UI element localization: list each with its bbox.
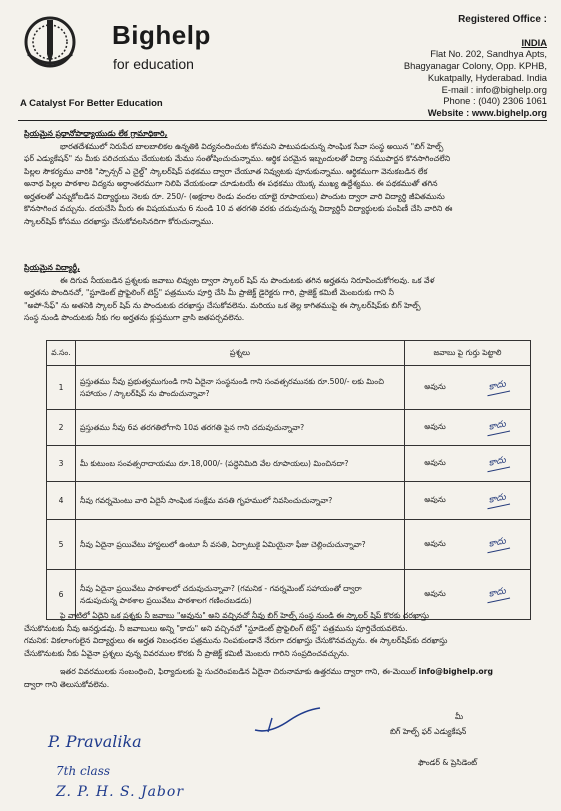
answer-yes: అవును: [405, 570, 466, 620]
text-line: భారతదేశములో నిరుపేద బాలబాలికల ఉన్నతికి విద్యనందించుట కోసమని పాటుపడుచున్న సాంఘిక సేవా సంస్థ అయిన "బిగ్ హెల్ప్: [60, 141, 444, 151]
tagline: A Catalyst For Better Education: [20, 98, 163, 109]
brand-name: Bighelp: [112, 20, 211, 50]
text-line: స్కాలర్‌షిప్ కోసము దరఖాస్తు చేసుకోవలసినదిగా కోరుచున్నాము.: [24, 216, 214, 226]
office-line: INDIA: [521, 36, 547, 48]
office-website: Website : www.bighelp.org: [427, 106, 547, 118]
text-line: అనాథ పిల్లల పాఠశాల విద్యను అర్ధాంతరముగా నిలిపి వేయకుండా చూడుటయే ఈ పథకము యొక్క ముఖ్య ఉద్దేశ్యము. ఈ పథకముతో తగిన: [24, 179, 438, 188]
closing-designation: ఫౌండర్ & ప్రెసిడెంట్: [418, 758, 478, 767]
col-header-question: ప్రశ్నలు: [76, 341, 405, 366]
table-row: [47, 520, 531, 570]
text-line: పై వాటిలో ఏదైని ఒక ప్రశ్నకు నీ జవాబు "అవును" అని వచ్చినచో నీవు బిగ్ హెల్ప్ సంస్థ నుండి ఈ స్కాలర్ షిప్ కొరకు దరఖాస్తు: [60, 611, 430, 620]
handwritten-mark: కాదు: [485, 419, 510, 437]
handwritten-class: 7th class: [56, 764, 111, 778]
text-line: గమనిక: వికలాంగులైన విద్యార్థులు ఈ అర్హత నిబంధనల పత్రమును నింపకుండానే నేరుగా దరఖాస్తు చేసుకొనవచ్చును. ఈ స్కాలర్‌షిప్‌కు దరఖాస్తు: [24, 636, 448, 645]
row-question: నీవు ఏదైనా ప్రయివేటు హాస్టలులో ఉంటూ నీ వసతి, ఏర్పాటుకై ఏమియైనా ఫీజు చెల్లించుచున్నావా?: [76, 520, 405, 570]
brand-subtitle: for education: [113, 56, 194, 72]
answer-yes: అవును: [405, 446, 466, 482]
answer-no-marked: [465, 410, 531, 446]
closing-organisation: బిగ్ హెల్ప్ ఫర్ ఎడ్యుకేషన్: [390, 727, 467, 736]
answer-no-marked: [465, 520, 531, 570]
paragraph-headmaster: [24, 128, 552, 228]
contact-text: ఇతర వివరములకు సంబంధించి, ఫిర్యాదులకు పై సుచరింపబడిన ఏదైనా చిరునామాకు ఉత్తరము ద్వారా గాని, ఈ-మెయిల్: [60, 667, 417, 676]
row-question: ప్రస్తుతము నీవు ప్రభుత్వముగుండి గాని ఏదైనా సంస్థనుండి గాని సంవత్సరమునకు రూ.500/- లకు మించి సహాయం / స్కాలర్‌షిప్ ను పొందుచున్నావా?: [76, 366, 405, 410]
office-email: E-mail : info@bighelp.org: [441, 83, 547, 95]
row-number: 1: [47, 366, 76, 410]
row-question: మీ కుటుంబ సంవత్సరాదాయము రూ.18,000/- (పద్ధెనిమిది వేల రూపాయలు) మించినదా?: [76, 446, 405, 482]
handwritten-mark: కాదు: [485, 536, 510, 554]
office-line: Flat No. 202, Sandhya Apts,: [430, 48, 547, 60]
paragraph-instructions: [24, 610, 552, 660]
paragraph-student: [24, 262, 552, 325]
text-line: సంస్థ నుండి పొందుటకు నీకు గల అర్హతను క్లుప్తముగా వ్రాసి జతపర్చవలెను.: [24, 313, 245, 322]
text-line: అర్హతను పొందినచో, "స్టూడెంట్ ప్రొఫైలింగ్ టెస్ట్" పత్రమును పూర్తి చేసి మీ ప్రాజెక్ట్ డైరెక్టరు గారి, ప్రాజెక్ట్ కమిటీ మెంబరుకు గాని నీ: [24, 288, 394, 297]
answer-no-marked: [465, 366, 531, 410]
row-question: నీవు ఏదైనా ప్రయివేటు పాఠశాలలో చదువుచున్నావా? (గమనిక - గవర్నమెంట్ సహాయంతో ద్వారా నడుపుచున్న పాఠశాల ప్రయివేటు పాఠశాలగ గణించబడదు): [76, 570, 405, 620]
signature-mark-icon: [250, 700, 330, 740]
handwritten-mark: కాదు: [485, 379, 510, 397]
registered-office: [347, 14, 547, 119]
text-line: కొనసాగించ వచ్చును. దయచేసి మీరు ఈ విషయమును 6 నుండి 10 వ తరగతి వరకు చదువుచున్న విద్యార్థినీ విద్యార్థులకు పంపిణీ చేసి వారిని ఈ: [24, 204, 453, 213]
closing-regards: మీ: [455, 712, 464, 721]
text-line: అర్హతలతో ఎన్నుకోబడిన విద్యార్థులు నెలకు రూ. 250/- (అక్షరాల రెండు వందల యాభై రూపాయలు) పొందుట ద్వారా వారి విద్యార్థి జీవితమును: [24, 191, 445, 201]
text-line: "అపో-సేఫ్" ను అతనికి స్కాలర్ షిప్ ను పొందుటకు దరఖాస్తు చేసుకోవలెను. మరియు ఒక తెల్ల కాగితముపై ఈ స్కాలర్‌షిప్‌కు బిగ్ హెల్ప్: [24, 300, 421, 310]
text-line: చేసుకొనుటకు నీవు అనర్హుడవు. నీ జవాబులు అన్ని "కాదు" అని వచ్చినచో "స్టూడెంట్ ప్రొఫైలింగ్ టెస్ట్" పత్రమును పూర్తిచేయవలెను.: [24, 623, 408, 633]
answer-yes: అవును: [405, 520, 466, 570]
header-divider: [18, 120, 547, 121]
text-line: చేసుకొనుటకు నీకు ఏవైనా ప్రశ్నలు వున్న వివరముల కొరకు నీ ప్రాజెక్ట్ కమిటీ మెంబరు గారిని సంప్రదించవచ్చును.: [24, 648, 350, 658]
answer-yes: అవును: [405, 410, 466, 446]
text-line: [24, 666, 552, 679]
text-line: ద్వారా గాని తెలుసుకోవలెను.: [24, 679, 110, 689]
col-header-answer: జవాబు పై గుర్తు పెట్టాలి: [405, 341, 531, 366]
answer-no-marked: [465, 446, 531, 482]
text-line: పిల్లల సౌకర్యము వారికి "స్పాన్సర్ ఎ చైల్డ్" స్కాలర్‌షిప్ పథకము ద్వారా చేయూత నివ్వుటకు పూనుకున్నాము. ఆర్థికముగా వెనుకబడిన లేక: [24, 166, 428, 176]
eligibility-table: [46, 340, 531, 620]
contact-email-link[interactable]: info@bighelp.org: [418, 667, 493, 676]
table-row: [47, 366, 531, 410]
salutation-student: ప్రియమైన విద్యార్థీ,: [24, 263, 81, 272]
paragraph-contact: [24, 666, 552, 691]
table-row: [47, 446, 531, 482]
handwritten-name: P. Pravalika: [48, 732, 142, 751]
answer-yes: అవును: [405, 366, 466, 410]
office-title: Registered Office :: [458, 14, 547, 25]
row-number: 5: [47, 520, 76, 570]
handwritten-mark: కాదు: [485, 492, 510, 510]
answer-yes: అవును: [405, 482, 466, 520]
table-row: [47, 410, 531, 446]
office-line: Kukatpally, Hyderabad. India: [427, 71, 547, 83]
row-number: 6: [47, 570, 76, 620]
row-number: 4: [47, 482, 76, 520]
row-number: 3: [47, 446, 76, 482]
handwritten-mark: కాదు: [485, 586, 510, 604]
bighelp-logo-icon: [20, 14, 80, 72]
row-question: నీవు గవర్నమెంటు వారి ఏదైనీ సాంఘిక సంక్షేమ వసతి గృహములో నివసించుచున్నావా?: [76, 482, 405, 520]
salutation-headmaster: ప్రియమైన ప్రధానోపాధ్యాయుడు లేక గ్రామాధికారి,: [24, 129, 168, 138]
table-header-row: [47, 341, 531, 366]
handwritten-mark: కాదు: [485, 455, 510, 473]
text-line: ఫర్ ఎడ్యుకేషన్" ను మీకు పరిచయము చేయుటకు మేము సంతోషించుచున్నాము. ఆర్థిక పరమైన ఇబ్బందులతో విద్యా సముపార్జన కొనసాగించలేని: [24, 154, 451, 163]
table-row: [47, 482, 531, 520]
row-question: ప్రస్తుతము నీవు 6వ తరగతిలోగాని 10వ తరగతి పైన గాని చదువుచున్నావా?: [76, 410, 405, 446]
col-header-no: వ.సం.: [47, 341, 76, 366]
office-phone: Phone : (040) 2306 1061: [443, 95, 547, 107]
text-line: ఈ దిగువ నీయబడిన ప్రశ్నలకు జవాబు లివ్వుట ద్వారా స్కాలర్ షిప్ ను పొందుటకు తగిన అర్హతను నిరూపించుకోగలవు. ఒక వేళ: [60, 275, 435, 285]
answer-no-marked: [465, 482, 531, 520]
office-line: Bhagyanagar Colony, Opp. KPHB,: [403, 60, 547, 72]
handwritten-school: Z. P. H. S. Jabor: [56, 784, 185, 800]
row-number: 2: [47, 410, 76, 446]
